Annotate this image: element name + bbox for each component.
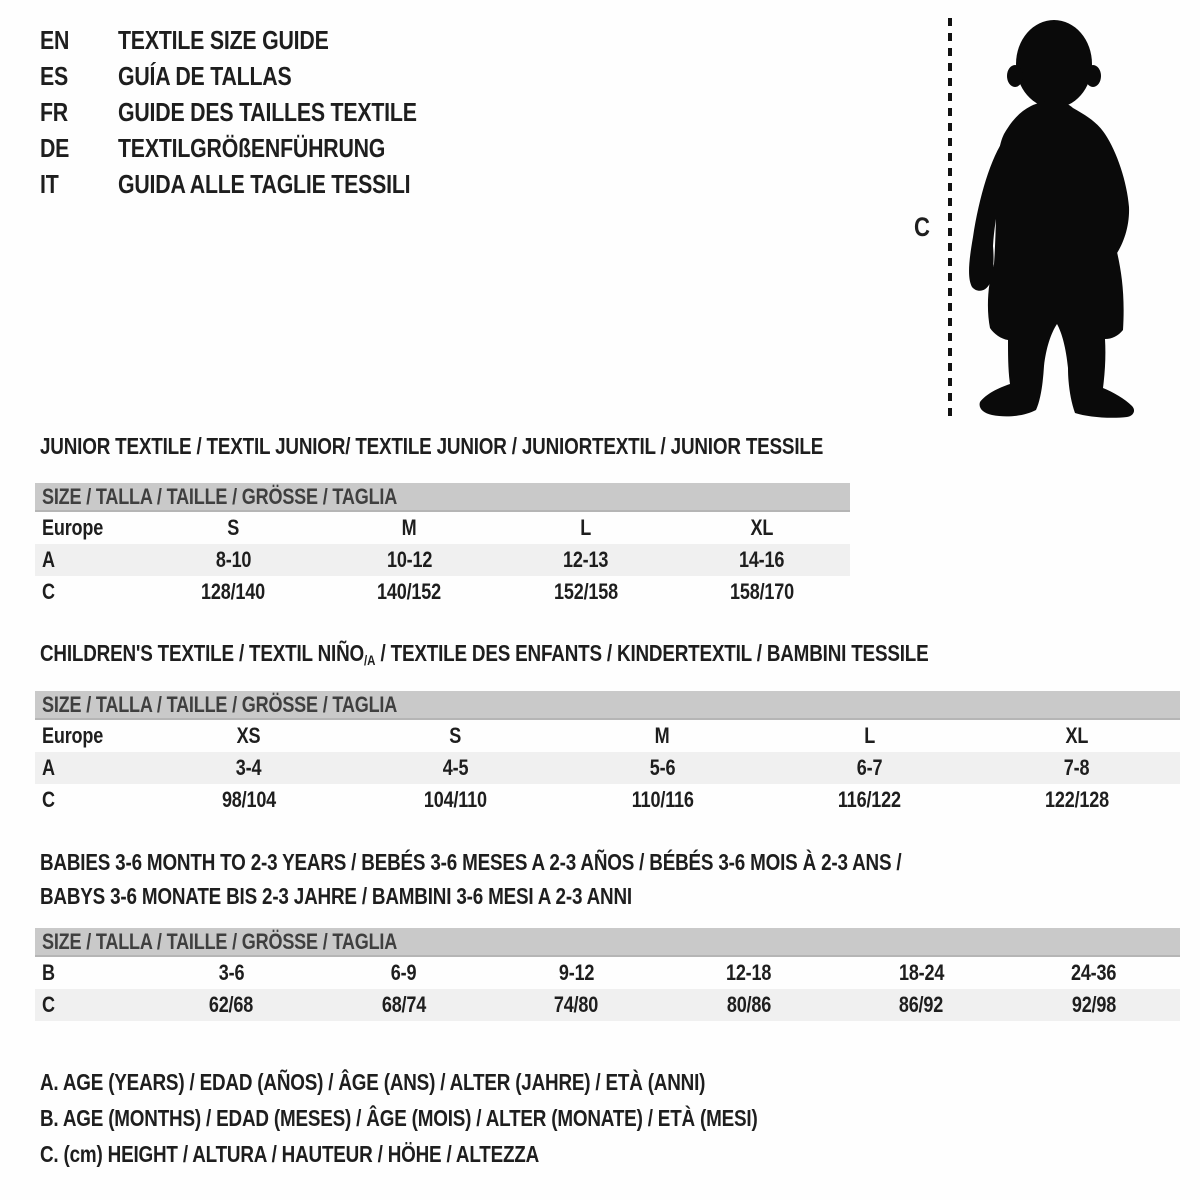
- language-label: [118, 169, 475, 200]
- table-cell: 128/140: [201, 579, 266, 604]
- language-code: [40, 169, 118, 200]
- language-label-text: GUIDE DES TAILLES TEXTILE: [118, 96, 417, 127]
- table-cell: XL: [1065, 723, 1088, 748]
- row-label: Europe: [42, 723, 104, 748]
- table-cell: 7-8: [1063, 755, 1090, 780]
- table-cell: 12-13: [562, 547, 609, 572]
- table-cell: S: [449, 723, 462, 748]
- table-cell: 5-6: [649, 755, 676, 780]
- table-cell: L: [580, 515, 592, 540]
- table-cell: 122/128: [1044, 787, 1109, 812]
- table-cell: 152/158: [553, 579, 618, 604]
- table-cell: 9-12: [558, 960, 594, 985]
- table-cell: L: [864, 723, 875, 748]
- table-cell: XL: [750, 515, 774, 540]
- junior-section-title-text: JUNIOR TEXTILE / TEXTIL JUNIOR/ TEXTILE JUNIOR / JUNIORTEXTIL / JUNIOR TESSILE: [40, 433, 824, 459]
- language-row-fr: [40, 94, 482, 130]
- language-label: [118, 133, 444, 164]
- size-header-text: SIZE / TALLA / TAILLE / GRÖSSE / TAGLIA: [42, 691, 398, 717]
- table-cell: 116/122: [838, 787, 901, 812]
- legend-line-age-months: B. AGE (MONTHS) / EDAD (MESES) / ÂGE (MOIS) / ALTER (MONATE) / ETÀ (MESI): [40, 1104, 758, 1131]
- legend-line-height-cm: C. (cm) HEIGHT / ALTURA / HAUTEUR / HÖHE / ALTEZZA: [40, 1140, 540, 1167]
- table-cell: 6-7: [856, 755, 883, 780]
- table-cell: 92/98: [1071, 992, 1116, 1017]
- junior-section-title: [40, 434, 995, 459]
- legend-line-age-years: A. AGE (YEARS) / EDAD (AÑOS) / ÂGE (ANS) / ALTER (JAHRE) / ETÀ (ANNI): [40, 1068, 706, 1095]
- language-code: [40, 61, 118, 92]
- table-cell: 3-6: [218, 960, 245, 985]
- table-row-europe: [35, 512, 850, 544]
- size-header-bar: [35, 928, 1180, 957]
- language-label-text: GUÍA DE TALLAS: [118, 60, 292, 91]
- table-row-age: [35, 752, 1180, 784]
- size-header-bar: [35, 483, 850, 512]
- row-label: C: [42, 579, 55, 604]
- row-label: Europe: [42, 515, 104, 540]
- language-code-text: FR: [40, 96, 68, 127]
- language-row-it: [40, 166, 482, 202]
- size-header-bar: [35, 691, 1180, 720]
- language-row-en: [40, 22, 482, 58]
- table-row-months: [35, 957, 1180, 989]
- children-size-table: [35, 691, 1180, 816]
- table-cell: 3-4: [235, 755, 262, 780]
- table-row-height: [35, 989, 1180, 1021]
- junior-size-table: [35, 483, 850, 608]
- table-cell: S: [227, 515, 240, 540]
- table-row-height: [35, 576, 850, 608]
- language-code-text: DE: [40, 132, 70, 163]
- language-label-text: TEXTILE SIZE GUIDE: [118, 24, 329, 55]
- children-section-title: [40, 641, 1124, 673]
- table-row-europe: [35, 720, 1180, 752]
- language-label-text: TEXTILGRÖßENFÜHRUNG: [118, 132, 386, 163]
- language-title-list: [40, 22, 482, 202]
- table-cell: 140/152: [377, 579, 442, 604]
- language-label: [118, 97, 482, 128]
- language-code-text: ES: [40, 60, 69, 91]
- table-cell: 8-10: [215, 547, 251, 572]
- table-cell: 62/68: [209, 992, 254, 1017]
- language-label: [118, 61, 330, 92]
- table-cell: 14-16: [739, 547, 785, 572]
- table-cell: 12-18: [726, 960, 772, 985]
- table-cell: 86/92: [899, 992, 944, 1017]
- table-row-age: [35, 544, 850, 576]
- table-cell: 24-36: [1071, 960, 1117, 985]
- language-row-es: [40, 58, 482, 94]
- language-code: [40, 25, 118, 56]
- language-label-text: GUIDA ALLE TAGLIE TESSILI: [118, 168, 411, 199]
- table-cell: 104/110: [424, 787, 487, 812]
- figure-height-label-text: C: [914, 212, 930, 242]
- row-label: C: [42, 787, 55, 812]
- language-label: [118, 25, 375, 56]
- size-header-text: SIZE / TALLA / TAILLE / GRÖSSE / TAGLIA: [42, 928, 398, 954]
- table-cell: 74/80: [554, 992, 599, 1017]
- table-row-height: [35, 784, 1180, 816]
- row-label: B: [42, 960, 55, 985]
- legend: [40, 1064, 915, 1172]
- size-header-text: SIZE / TALLA / TAILLE / GRÖSSE / TAGLIA: [42, 483, 398, 509]
- table-cell: 6-9: [390, 960, 417, 985]
- table-cell: 4-5: [442, 755, 469, 780]
- babies-title-line-2: BABYS 3-6 MONATE BIS 2-3 JAHRE / BAMBINI 3-6 MESI A 2-3 ANNI: [40, 882, 632, 909]
- language-code: [40, 133, 118, 164]
- language-code-text: IT: [40, 168, 59, 199]
- figure-height-label: [914, 212, 933, 243]
- language-code: [40, 97, 118, 128]
- babies-size-table: [35, 928, 1180, 1021]
- row-label: A: [42, 547, 55, 572]
- children-section-title-text: CHILDREN'S TEXTILE / TEXTIL NIÑO/A / TEXTILE DES ENFANTS / KINDERTEXTIL / BAMBINI TESSILE: [40, 640, 929, 668]
- table-cell: 18-24: [898, 960, 944, 985]
- row-label: A: [42, 755, 55, 780]
- table-cell: M: [655, 723, 670, 748]
- baby-silhouette-icon: [965, 12, 1145, 422]
- table-cell: 158/170: [729, 579, 794, 604]
- table-cell: 80/86: [726, 992, 771, 1017]
- row-label: C: [42, 992, 55, 1017]
- table-cell: 110/116: [631, 787, 694, 812]
- table-cell: M: [401, 515, 417, 540]
- language-code-text: EN: [40, 24, 70, 55]
- table-cell: XS: [236, 723, 261, 748]
- babies-section-title: [40, 845, 1091, 913]
- table-cell: 98/104: [221, 787, 276, 812]
- table-cell: 10-12: [386, 547, 432, 572]
- height-measure-line: [946, 18, 954, 418]
- language-row-de: [40, 130, 482, 166]
- table-cell: 68/74: [381, 992, 426, 1017]
- babies-title-line-1: BABIES 3-6 MONTH TO 2-3 YEARS / BEBÉS 3-6 MESES A 2-3 AÑOS / BÉBÉS 3-6 MOIS À 2-3 ANS /: [40, 848, 902, 875]
